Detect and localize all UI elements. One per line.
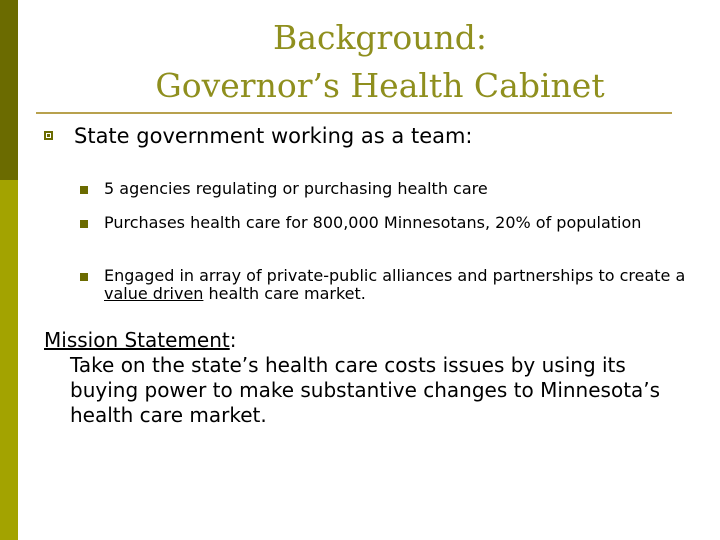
title-line-1: Background: — [273, 18, 487, 57]
sub-bullet-text: Purchases health care for 800,000 Minnesotans, 20% of population — [104, 213, 642, 232]
slide-title — [40, 14, 720, 110]
filled-square-bullet-icon — [80, 220, 88, 228]
sidebar-band-light — [0, 180, 18, 540]
sub-bullet-text-start: Engaged in array of private-public alliances and partnerships to create a — [104, 266, 686, 285]
mission-label: Mission Statement — [44, 328, 230, 352]
sidebar-band-dark — [0, 0, 18, 180]
filled-square-bullet-icon — [80, 273, 88, 281]
mission-body: Take on the state’s health care costs issues by using its buying power to make substantive changes to Minnesota’s health care market. — [70, 353, 661, 427]
square-bullet-icon — [44, 131, 53, 140]
value-driven-emphasis: value driven — [104, 284, 204, 303]
main-bullet-text: State government working as a team: — [74, 124, 473, 148]
mission-statement — [44, 328, 694, 428]
sub-bullet-text: 5 agencies regulating or purchasing health care — [104, 179, 488, 198]
mission-heading — [44, 328, 694, 353]
filled-square-bullet-icon — [80, 186, 88, 194]
title-divider — [36, 112, 672, 114]
mission-colon: : — [229, 328, 237, 352]
sub-bullet-text — [104, 267, 704, 303]
sub-bullet-text-end: health care market. — [203, 284, 366, 303]
title-line-2: Governor’s Health Cabinet — [155, 66, 605, 105]
left-sidebar-stripe — [0, 0, 18, 540]
